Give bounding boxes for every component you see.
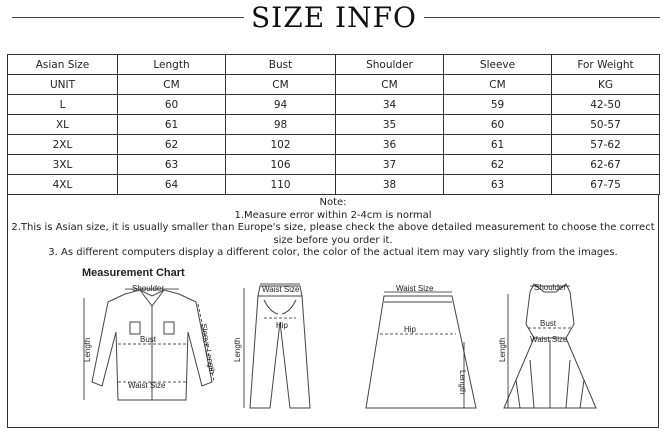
skirt-length-label: Length (458, 370, 467, 395)
skirt-hip-label: Hip (404, 325, 417, 334)
table-cell: 63 (118, 155, 226, 175)
table-cell: 36 (336, 135, 444, 155)
notes (8, 197, 658, 260)
table-cell: For Weight (552, 55, 660, 75)
note-1: 1.Measure error within 2-4cm is normal (234, 209, 432, 221)
table-cell: 38 (336, 175, 444, 195)
table-cell: CM (226, 75, 336, 95)
table-row (8, 155, 660, 175)
dress-bust-label: Bust (540, 319, 557, 328)
shirt-diagram (80, 282, 225, 414)
table-cell: 67-75 (552, 175, 660, 195)
table-cell: 62 (444, 155, 552, 175)
shirt-bust-label: Bust (140, 335, 157, 344)
dress-length-label: Length (498, 337, 507, 362)
measurement-chart-title: Measurement Chart (82, 267, 185, 279)
table-cell: 35 (336, 115, 444, 135)
dress-diagram (500, 280, 600, 414)
table-header-row (8, 55, 660, 75)
table-cell: L (8, 95, 118, 115)
table-row (8, 175, 660, 195)
skirt-waist-label: Waist Size (396, 284, 434, 293)
table-cell: Sleeve (444, 55, 552, 75)
table-row (8, 115, 660, 135)
page-title: SIZE INFO (251, 1, 417, 34)
table-cell: CM (444, 75, 552, 95)
pants-hip-label: Hip (276, 321, 289, 330)
note-heading: Note: (319, 197, 347, 208)
table-cell: 62-67 (552, 155, 660, 175)
skirt-diagram (364, 282, 484, 414)
table-cell: 3XL (8, 155, 118, 175)
title-divider-left (12, 17, 244, 18)
shirt-waist-label: Waist Size (128, 381, 166, 390)
pants-length-label: Length (233, 337, 242, 362)
table-cell: 98 (226, 115, 336, 135)
table-cell: XL (8, 115, 118, 135)
table-cell: Asian Size (8, 55, 118, 75)
table-cell: 42-50 (552, 95, 660, 115)
table-cell: 50-57 (552, 115, 660, 135)
table-cell: 60 (444, 115, 552, 135)
table-cell: CM (336, 75, 444, 95)
pants-waist-label: Waist Size (262, 285, 300, 294)
table-cell: Length (118, 55, 226, 75)
table-cell: 61 (118, 115, 226, 135)
table-cell: KG (552, 75, 660, 95)
pants-diagram (232, 282, 312, 414)
table-cell: 110 (226, 175, 336, 195)
table-cell: 2XL (8, 135, 118, 155)
table-cell: 34 (336, 95, 444, 115)
note-3: 3. As different computers display a different color, the color of the actual item may vary slightly from the images. (48, 247, 618, 258)
table-cell: Shoulder (336, 55, 444, 75)
table-row (8, 95, 660, 115)
title-row (0, 0, 664, 40)
table-cell: Bust (226, 55, 336, 75)
shirt-shoulder-label: Shoulder (132, 284, 165, 293)
table-cell: 37 (336, 155, 444, 175)
table-cell: 62 (118, 135, 226, 155)
shirt-length-label: Length (83, 337, 92, 362)
dress-waist-label: Waist Size (530, 335, 568, 344)
table-cell: CM (118, 75, 226, 95)
title-divider-right (424, 17, 660, 18)
table-cell: 57-62 (552, 135, 660, 155)
table-cell: 61 (444, 135, 552, 155)
dress-shoulder-label: Shoulder (534, 283, 567, 292)
table-cell: 102 (226, 135, 336, 155)
table-cell: 106 (226, 155, 336, 175)
table-unit-row (8, 75, 660, 95)
table-cell: 4XL (8, 175, 118, 195)
table-cell: 63 (444, 175, 552, 195)
table-cell: 60 (118, 95, 226, 115)
table-cell: UNIT (8, 75, 118, 95)
note-2: 2.This is Asian size, it is usually smaller than Europe's size, please check the above detailed measurement to choose the correct size before you order it. (11, 222, 655, 246)
size-table (7, 54, 660, 195)
table-cell: 64 (118, 175, 226, 195)
table-cell: 94 (226, 95, 336, 115)
table-row (8, 135, 660, 155)
shirt-sleeve-label: Sleeve Length (199, 322, 217, 375)
table-cell: 59 (444, 95, 552, 115)
